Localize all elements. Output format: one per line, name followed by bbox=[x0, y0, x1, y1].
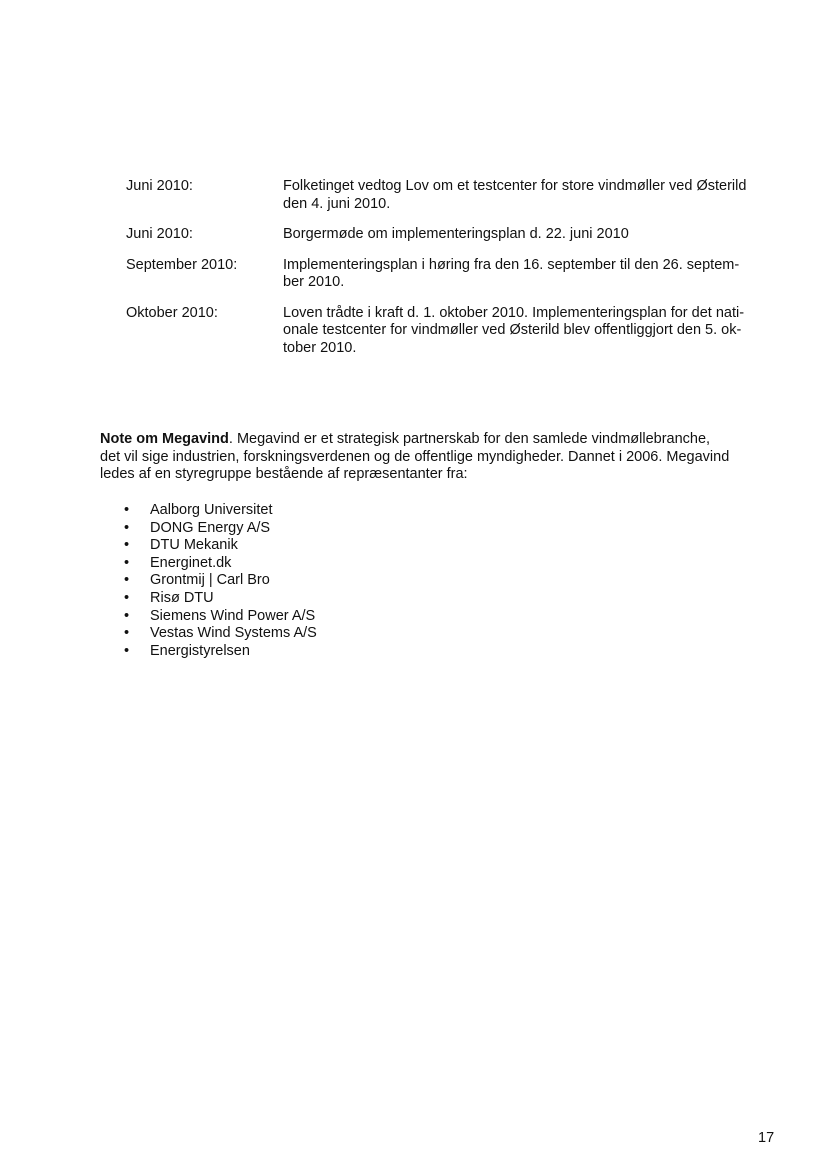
bullet-icon: • bbox=[124, 642, 130, 659]
timeline-entry bbox=[126, 257, 786, 292]
note-line: ledes af en styregruppe bestående af repræsentanter fra: bbox=[100, 466, 468, 482]
timeline-entry bbox=[126, 178, 786, 213]
list-item bbox=[124, 555, 317, 573]
list-item bbox=[124, 643, 317, 661]
bullet-icon: • bbox=[124, 572, 130, 589]
member-name: Grontmij | Carl Bro bbox=[150, 572, 270, 589]
member-name: Energistyrelsen bbox=[150, 642, 250, 659]
member-name: Vestas Wind Systems A/S bbox=[150, 625, 317, 642]
timeline-entry bbox=[126, 305, 786, 358]
list-item bbox=[124, 537, 317, 555]
note-line-rest: . Megavind er et strategisk partnerskab for den samlede vindmøllebranche, bbox=[228, 431, 711, 447]
timeline-text-line: den 4. juni 2010. bbox=[283, 195, 391, 212]
list-item bbox=[124, 502, 317, 520]
timeline-text bbox=[283, 178, 786, 213]
bullet-icon: • bbox=[124, 625, 130, 642]
member-name: DONG Energy A/S bbox=[150, 519, 271, 536]
timeline-text-line: onale testcenter for vindmøller ved Østerild blev offentliggjort den 5. ok- bbox=[283, 322, 742, 338]
member-list bbox=[124, 502, 317, 660]
timeline-date: September 2010: bbox=[126, 256, 238, 273]
timeline-text-line: Folketinget vedtog Lov om et testcenter for store vindmøller ved Østerild bbox=[283, 178, 747, 194]
timeline-text-line: Borgermøde om implementeringsplan d. 22. juni 2010 bbox=[283, 226, 629, 242]
timeline-date: Juni 2010: bbox=[126, 178, 193, 194]
timeline-text bbox=[283, 257, 786, 292]
timeline-text bbox=[283, 305, 786, 358]
bullet-icon: • bbox=[124, 589, 130, 606]
bullet-icon: • bbox=[124, 502, 130, 518]
page-number: 17 bbox=[758, 1130, 775, 1146]
bullet-icon: • bbox=[124, 537, 130, 554]
list-item bbox=[124, 608, 317, 626]
member-name: Siemens Wind Power A/S bbox=[150, 607, 316, 624]
timeline-text bbox=[283, 226, 786, 244]
member-name: DTU Mekanik bbox=[150, 537, 238, 554]
timeline-text-line: tober 2010. bbox=[283, 339, 357, 356]
note-line: det vil sige industrien, forskningsverdenen og de offentlige myndigheder. Dannet i 2006. Megavind bbox=[100, 448, 730, 465]
timeline-entry bbox=[126, 226, 786, 244]
bullet-icon: • bbox=[124, 554, 130, 571]
note-line bbox=[100, 431, 780, 449]
timeline-date: Oktober 2010: bbox=[126, 304, 218, 321]
timeline-text-line: Implementeringsplan i høring fra den 16. september til den 26. septem- bbox=[283, 256, 740, 273]
timeline-text-line: Loven trådte i kraft d. 1. oktober 2010. Implementeringsplan for det nati- bbox=[283, 304, 745, 321]
megavind-note bbox=[100, 431, 780, 484]
list-item bbox=[124, 590, 317, 608]
bullet-icon: • bbox=[124, 607, 130, 624]
member-name: Aalborg Universitet bbox=[150, 502, 273, 518]
timeline bbox=[126, 178, 786, 370]
timeline-date: Juni 2010: bbox=[126, 226, 193, 242]
note-heading: Note om Megavind bbox=[100, 431, 229, 447]
member-name: Risø DTU bbox=[150, 589, 214, 606]
timeline-text-line: ber 2010. bbox=[283, 274, 345, 290]
list-item bbox=[124, 572, 317, 590]
member-name: Energinet.dk bbox=[150, 554, 232, 571]
list-item bbox=[124, 625, 317, 643]
bullet-icon: • bbox=[124, 519, 130, 536]
list-item bbox=[124, 520, 317, 538]
